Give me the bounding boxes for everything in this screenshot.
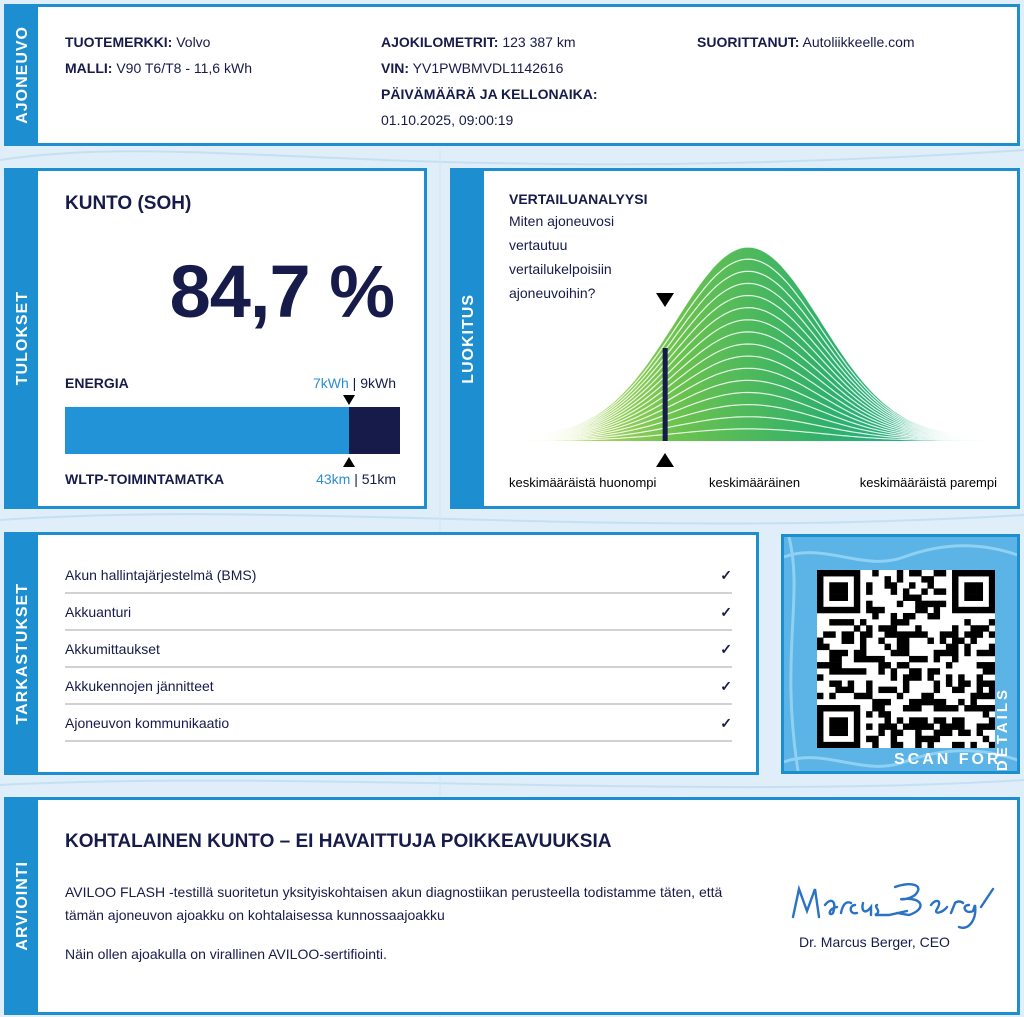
range-current: 43km [316,471,351,487]
checks-panel [4,532,759,775]
results-tab-label: TULOKSET [13,291,31,386]
vehicle-col-3 [697,29,915,55]
range-total: 51km [361,471,396,487]
energy-separator: | [352,375,357,391]
range-label: WLTP-TOIMINTAMATKA [65,471,225,487]
comparison-title: VERTAILUANALYYSI [509,191,648,207]
checks-tab [7,535,38,772]
capacity-bar-fill [65,407,349,454]
details-label: DETAILS [994,687,1011,772]
assessment-tab [7,800,38,1012]
range-separator: | [354,471,358,487]
datetime-label: PÄIVÄMÄÄRÄ JA KELLONAIKA: [381,86,598,102]
check-row [65,668,732,705]
capacity-bar [65,407,400,454]
results-tab [7,171,38,506]
checkmark-icon: ✓ [720,678,732,694]
performer-value: Autoliikkeelle.com [802,34,915,50]
performer-label: SUORITTANUT: [697,34,800,50]
axis-label-better: keskimääräistä parempi [859,475,997,490]
check-row [65,557,732,594]
assessment-panel [4,797,1020,1015]
mileage-label: AJOKILOMETRIT: [381,34,499,50]
vehicle-panel [4,4,1020,146]
energy-current: 7kWh [312,375,349,391]
check-label: Akkukennojen jännitteet [65,678,214,694]
check-row [65,631,732,668]
axis-label-average: keskimääräinen [709,475,801,490]
checkmark-icon: ✓ [720,715,732,731]
assessment-title: KOHTALAINEN KUNTO – EI HAVAITTUJA POIKKEAVUUKSIA [65,831,612,852]
comparison-tab [453,171,484,506]
vehicle-tab [7,7,38,143]
check-label: Akkumittaukset [65,641,160,657]
signer-name: Dr. Marcus Berger, CEO [799,934,950,950]
brand-value: Volvo [176,34,211,50]
comparison-tab-label: LUOKITUS [459,293,477,384]
checks-tab-label: TARKASTUKSET [13,582,31,725]
energy-values [313,375,396,391]
vehicle-col-1 [65,29,252,81]
check-label: Ajoneuvon kommunikaatio [65,715,230,731]
comparison-question: Miten ajoneuvosi vertautuu vertailukelpoisiin ajoneuvoihin? [509,213,615,301]
assessment-text: AVILOO FLASH -testillä suoritetun yksityiskohtaisen akun diagnostiikan perusteella todistamme täten, että tämän ajoneuvon ajoakku on kohtalaisessa kunnossaajoakku [65,884,723,923]
assessment-tab-label: ARVIOINTI [13,861,31,951]
range-values [316,471,396,487]
results-panel [4,168,427,509]
energy-label: ENERGIA [65,375,129,391]
checkmark-icon: ✓ [720,567,732,583]
vin-value: YV1PWBMVDL1142616 [412,60,564,76]
comparison-marker-top [656,293,674,307]
soh-value: 84,7 % [169,250,394,333]
energy-total: 9kWh [360,375,396,391]
mileage-value: 123 387 km [502,34,576,50]
check-row [65,705,732,742]
check-row [65,594,732,631]
check-label: Akun hallintajärjestelmä (BMS) [65,567,257,583]
soh-title: KUNTO (SOH) [65,193,192,214]
vehicle-tab-label: AJONEUVO [13,26,31,124]
check-label: Akkuanturi [65,604,132,620]
scan-for-label: SCAN FOR [894,751,1002,768]
comparison-panel [450,168,1020,509]
model-label: MALLI: [65,60,113,76]
model-value: V90 T6/T8 - 11,6 kWh [116,60,252,76]
vehicle-col-2 [381,29,597,133]
range-marker [343,457,355,467]
checkmark-icon: ✓ [720,604,732,620]
certification-text: Näin ollen ajoakulla on virallinen AVILOO-sertifiointi. [65,946,387,962]
vin-label: VIN: [381,60,409,76]
checkmark-icon: ✓ [720,641,732,657]
brand-label: TUOTEMERKKI: [65,34,173,50]
axis-label-worse: keskimääräistä huonompi [509,475,657,490]
energy-marker [343,395,355,405]
comparison-marker-bottom [656,453,674,467]
qr-panel[interactable] [781,534,1020,774]
qr-code-icon [817,570,995,748]
qr-code[interactable] [817,570,995,748]
signature [785,875,995,935]
datetime-value: 01.10.2025, 09:00:19 [381,112,514,128]
